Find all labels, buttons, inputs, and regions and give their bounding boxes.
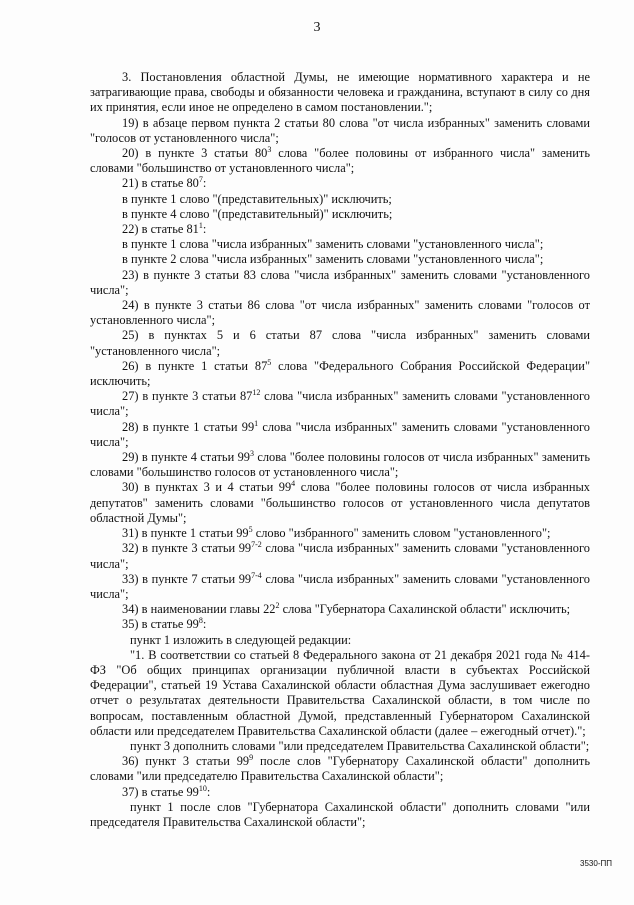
- paragraph: 29) в пункте 4 статьи $99^3$ слова "более половины голосов от числа избранных" заменить словами "большинство голосов от установленного числа";: [90, 448, 590, 480]
- paragraph: пункт 1 после слов "Губернатора Сахалинской области" дополнить словами "или председателя Правительства Сахалинской области";: [90, 799, 590, 829]
- paragraph: 25) в пунктах 5 и 6 статьи 87 слова "числа избранных" заменить словами "установленного числа";: [90, 328, 590, 358]
- paragraph: 33) в пункте 7 статьи 99$^{7-4}$ слова "числа избранных" заменить словами "установленного числа";: [90, 570, 590, 601]
- paragraph: 28) в пункте 1 статьи $99^1$ слова "числа избранных" заменить словами "установленного числа";: [90, 418, 590, 449]
- paragraph: 35) в статье $99^8$:: [122, 616, 207, 632]
- paragraph: 36) пункт 3 статьи $99^9$ после слов "Губернатору Сахалинской области" дополнить словами "или председателю Правительства Сахалинской области";: [90, 753, 590, 784]
- paragraph: 20) в пункте 3 статьи $80^3$ слова "более половины от избранного числа" заменить словами "большинство от установленного числа";: [90, 144, 590, 176]
- paragraph: 37) в статье $99^{10}$:: [122, 783, 211, 799]
- paragraph: 3. Постановления областной Думы, не имеющие нормативного характера и не затрагивающие права, свободы и обязанности человека и гражданина, вступают в силу со дня их принятия, если иное не определено в самом постановлении.";: [90, 70, 590, 115]
- paragraph: "1. В соответствии со статьей 8 Федерального закона от 21 декабря 2021 года № 414-ФЗ "Об общих принципах организации публичной власти в субъектах Российской Федерации", статьей 19 Устава Сахалинской области областная Дума заслушивает ежегодно отчет о результатах деятельности Правительства Сахалинской области, в том числе по вопросам, поставленным областной Думой, представленный Губернатором Сахалинской области или председателем Правительства Сахалинской области (далее – ежегодный отчет).";: [90, 647, 590, 738]
- paragraph: в пункте 2 слова "числа избранных" заменить словами "установленного числа";: [122, 252, 544, 267]
- paragraph: 31) в пункте 1 статьи $99^5$ слово "избранного" заменить словом "установленного";: [122, 524, 551, 541]
- page-number: 3: [313, 20, 321, 35]
- paragraph: 24) в пункте 3 статьи 86 слова "от числа избранных" заменить словами "голосов от установленного числа";: [90, 298, 590, 328]
- paragraph: 34) в наименовании главы $22^2$ слова "Губернатора Сахалинской области" исключить;: [122, 600, 571, 617]
- document-body: [90, 70, 590, 830]
- paragraph: в пункте 1 слова "числа избранных" заменить словами "установленного числа";: [122, 237, 544, 252]
- paragraph: 21) в статье $80^7$:: [122, 175, 207, 191]
- paragraph: 30) в пунктах 3 и 4 статьи $99^4$ слова "более половины голосов от числа избранных депутатов" заменить словами "большинство голосов от установленного числа депутатов областной Думы";: [90, 479, 590, 525]
- document-code: 3530-ПП: [580, 859, 612, 868]
- paragraph: 23) в пункте 3 статьи 83 слова "числа избранных" заменить словами "установленного числа";: [90, 267, 590, 297]
- paragraph: 26) в пункте 1 статьи $87^5$ слова "Федерального Собрания Российской Федерации" исключить;: [90, 357, 590, 389]
- paragraph: 19) в абзаце первом пункта 2 статьи 80 слова "от числа избранных" заменить словами "голосов от установленного числа";: [90, 115, 590, 145]
- paragraph: пункт 1 изложить в следующей редакции:: [130, 632, 352, 647]
- paragraph: в пункте 4 слово "(представительный)" исключить;: [122, 206, 393, 221]
- paragraph: 22) в статье $81^1$:: [122, 220, 207, 237]
- paragraph: в пункте 1 слово "(представительных)" исключить;: [122, 191, 392, 206]
- paragraph: пункт 3 дополнить словами "или председателем Правительства Сахалинской области";: [130, 738, 590, 753]
- paragraph: 32) в пункте 3 статьи 99$^{7-2}$ слова "числа избранных" заменить словами "установленного числа";: [90, 540, 590, 571]
- paragraph: 27) в пункте 3 статьи $87^{12}$ слова "числа избранных" заменить словами "установленного числа";: [90, 388, 590, 419]
